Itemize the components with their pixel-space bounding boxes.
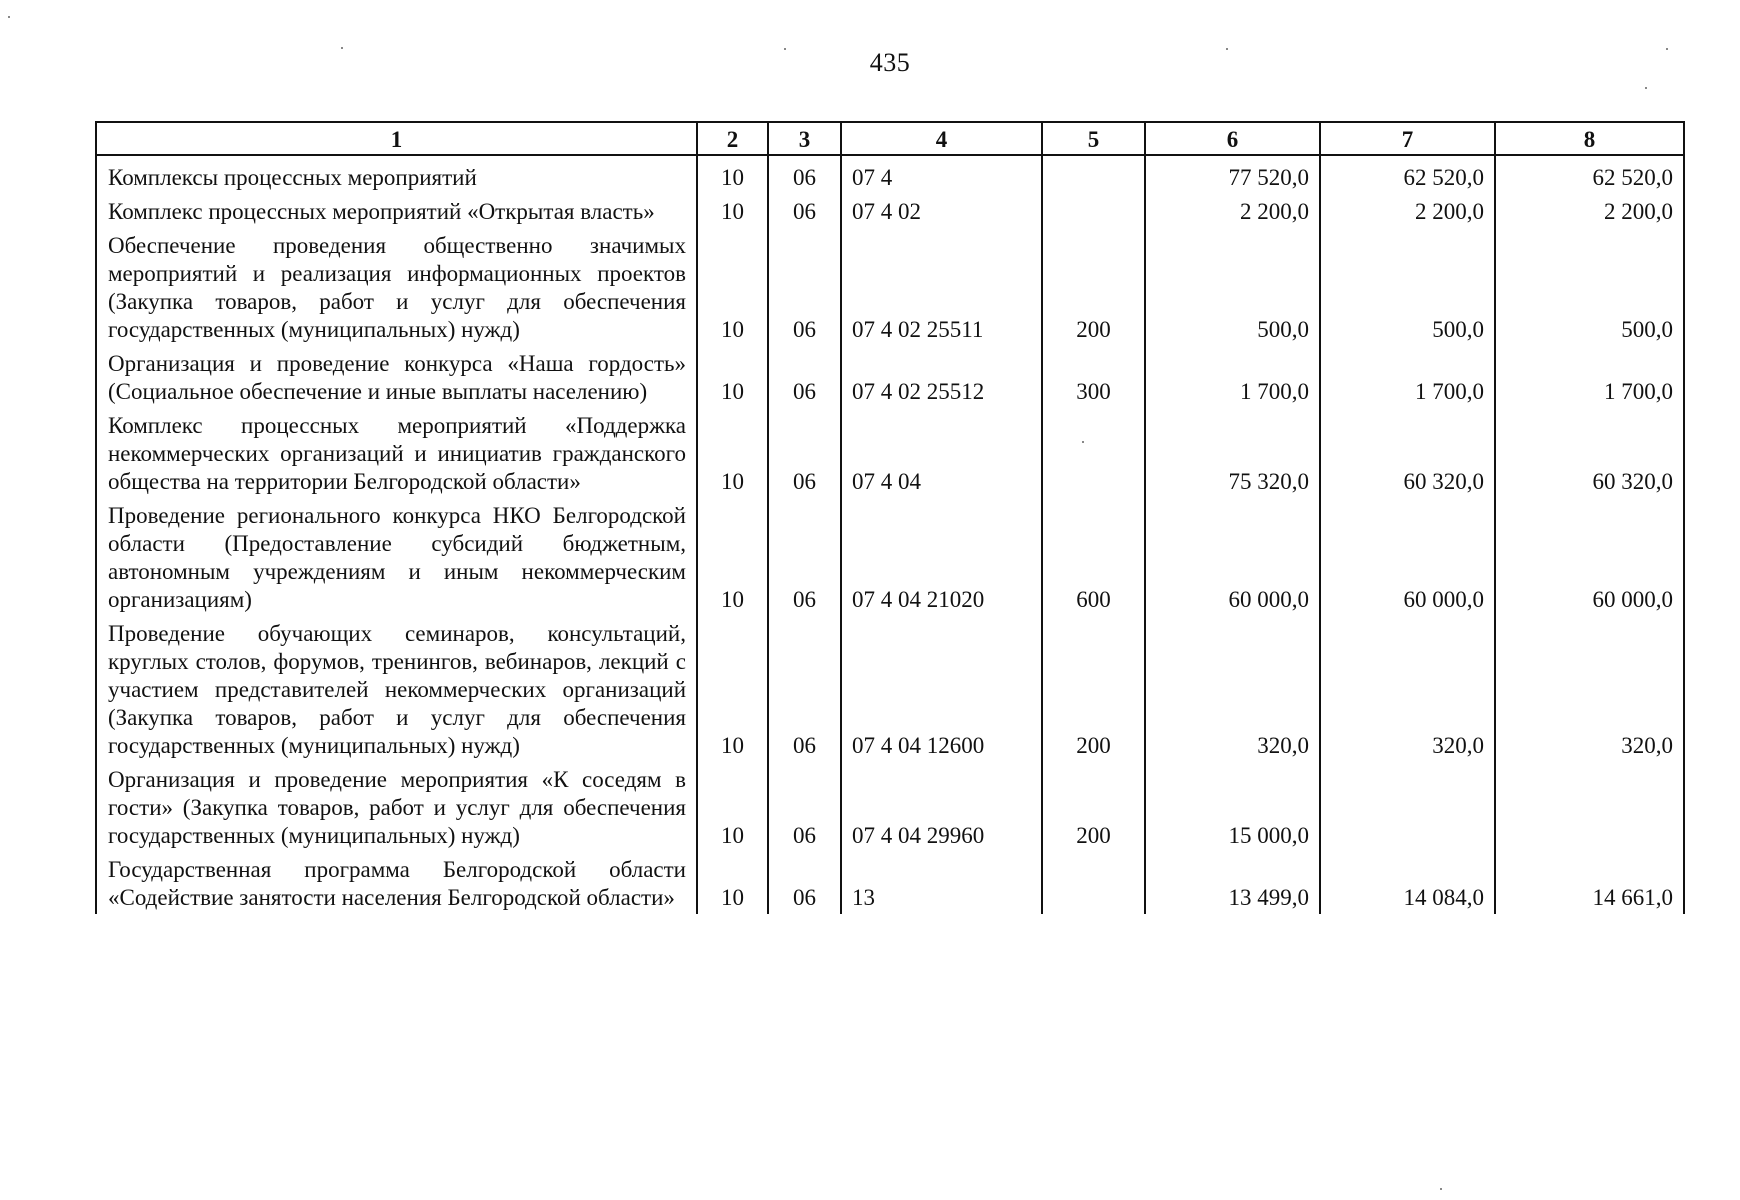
cell-amount-7: 2 200,0: [1320, 194, 1495, 228]
column-header-1: 1: [96, 122, 697, 155]
cell-amount-8: 320,0: [1495, 616, 1684, 762]
cell-section: 10: [697, 616, 768, 762]
scan-speck: [341, 47, 343, 49]
cell-amount-8: 2 200,0: [1495, 194, 1684, 228]
cell-subsection: 06: [768, 346, 841, 408]
table-row: [96, 852, 1684, 914]
cell-section: 10: [697, 194, 768, 228]
scan-speck: [1666, 48, 1668, 50]
cell-amount-7: 500,0: [1320, 228, 1495, 346]
cell-subsection: 06: [768, 228, 841, 346]
scan-speck: [1226, 48, 1228, 50]
cell-amount-8: 1 700,0: [1495, 346, 1684, 408]
cell-amount-6: 15 000,0: [1145, 762, 1320, 852]
cell-section: 10: [697, 346, 768, 408]
table-row: [96, 346, 1684, 408]
cell-subsection: 06: [768, 408, 841, 498]
table-row: [96, 228, 1684, 346]
cell-target-code: 07 4 04 12600: [841, 616, 1042, 762]
cell-target-code: 07 4 02 25512: [841, 346, 1042, 408]
cell-expense-type: [1042, 155, 1145, 194]
cell-target-code: 07 4 04 21020: [841, 498, 1042, 616]
page-number: 435: [869, 48, 911, 77]
scan-speck: [1082, 441, 1084, 443]
scan-speck: [8, 16, 10, 18]
table-row: [96, 155, 1684, 194]
cell-amount-8: [1495, 762, 1684, 852]
cell-subsection: 06: [768, 155, 841, 194]
budget-table: [95, 121, 1685, 914]
row-name: Организация и проведение мероприятия «К соседям в гости» (Закупка товаров, работ и услуг для обеспечения государственных (муниципальных) нужд): [96, 762, 697, 852]
cell-amount-6: 1 700,0: [1145, 346, 1320, 408]
cell-subsection: 06: [768, 852, 841, 914]
scan-speck: [1645, 87, 1647, 89]
table-row: [96, 408, 1684, 498]
row-name: Организация и проведение конкурса «Наша гордость» (Социальное обеспечение и иные выплаты населению): [96, 346, 697, 408]
cell-expense-type: 200: [1042, 762, 1145, 852]
cell-amount-8: 60 320,0: [1495, 408, 1684, 498]
row-name: Комплекс процессных мероприятий «Поддержка некоммерческих организаций и инициатив гражданского общества на территории Белгородской области»: [96, 408, 697, 498]
row-name: Обеспечение проведения общественно значимых мероприятий и реализация информационных проектов (Закупка товаров, работ и услуг для обеспечения государственных (муниципальных) нужд): [96, 228, 697, 346]
column-header-5: 5: [1042, 122, 1145, 155]
cell-amount-7: 60 000,0: [1320, 498, 1495, 616]
cell-expense-type: 300: [1042, 346, 1145, 408]
row-name: Проведение обучающих семинаров, консультаций, круглых столов, форумов, тренингов, вебинаров, лекций с участием представителей некоммерческих организаций (Закупка товаров, работ и услуг для обеспечения государственных (муниципальных) нужд): [96, 616, 697, 762]
table-row: [96, 194, 1684, 228]
column-header-7: 7: [1320, 122, 1495, 155]
table-row: [96, 616, 1684, 762]
cell-expense-type: 200: [1042, 228, 1145, 346]
cell-section: 10: [697, 408, 768, 498]
table-row: [96, 498, 1684, 616]
cell-amount-6: 2 200,0: [1145, 194, 1320, 228]
cell-expense-type: [1042, 408, 1145, 498]
cell-section: 10: [697, 498, 768, 616]
cell-subsection: 06: [768, 194, 841, 228]
cell-section: 10: [697, 228, 768, 346]
cell-target-code: 07 4 02: [841, 194, 1042, 228]
cell-subsection: 06: [768, 616, 841, 762]
cell-amount-6: 500,0: [1145, 228, 1320, 346]
cell-section: 10: [697, 762, 768, 852]
column-header-8: 8: [1495, 122, 1684, 155]
cell-target-code: 07 4 02 25511: [841, 228, 1042, 346]
cell-amount-6: 60 000,0: [1145, 498, 1320, 616]
table-header-row: [96, 122, 1684, 155]
cell-amount-8: 14 661,0: [1495, 852, 1684, 914]
cell-amount-6: 13 499,0: [1145, 852, 1320, 914]
column-header-6: 6: [1145, 122, 1320, 155]
cell-subsection: 06: [768, 762, 841, 852]
column-header-2: 2: [697, 122, 768, 155]
cell-amount-8: 60 000,0: [1495, 498, 1684, 616]
scan-speck: [1440, 1188, 1442, 1190]
cell-amount-6: 320,0: [1145, 616, 1320, 762]
row-name: Государственная программа Белгородской области «Содействие занятости населения Белгородской области»: [96, 852, 697, 914]
column-header-4: 4: [841, 122, 1042, 155]
cell-target-code: 07 4 04 29960: [841, 762, 1042, 852]
cell-amount-6: 77 520,0: [1145, 155, 1320, 194]
cell-amount-7: 1 700,0: [1320, 346, 1495, 408]
table-row: [96, 762, 1684, 852]
cell-amount-6: 75 320,0: [1145, 408, 1320, 498]
cell-target-code: 13: [841, 852, 1042, 914]
cell-amount-7: 14 084,0: [1320, 852, 1495, 914]
scan-speck: [784, 48, 786, 50]
cell-section: 10: [697, 155, 768, 194]
cell-target-code: 07 4: [841, 155, 1042, 194]
cell-amount-7: 320,0: [1320, 616, 1495, 762]
cell-amount-7: 60 320,0: [1320, 408, 1495, 498]
cell-expense-type: [1042, 852, 1145, 914]
row-name: Проведение регионального конкурса НКО Белгородской области (Предоставление субсидий бюджетным, автономным учреждениям и иным некоммерческим организациям): [96, 498, 697, 616]
cell-expense-type: 600: [1042, 498, 1145, 616]
cell-target-code: 07 4 04: [841, 408, 1042, 498]
row-name: Комплексы процессных мероприятий: [96, 155, 697, 194]
cell-amount-8: 500,0: [1495, 228, 1684, 346]
cell-amount-7: 62 520,0: [1320, 155, 1495, 194]
cell-expense-type: [1042, 194, 1145, 228]
column-header-3: 3: [768, 122, 841, 155]
cell-subsection: 06: [768, 498, 841, 616]
row-name: Комплекс процессных мероприятий «Открытая власть»: [96, 194, 697, 228]
cell-expense-type: 200: [1042, 616, 1145, 762]
cell-section: 10: [697, 852, 768, 914]
cell-amount-8: 62 520,0: [1495, 155, 1684, 194]
cell-amount-7: [1320, 762, 1495, 852]
